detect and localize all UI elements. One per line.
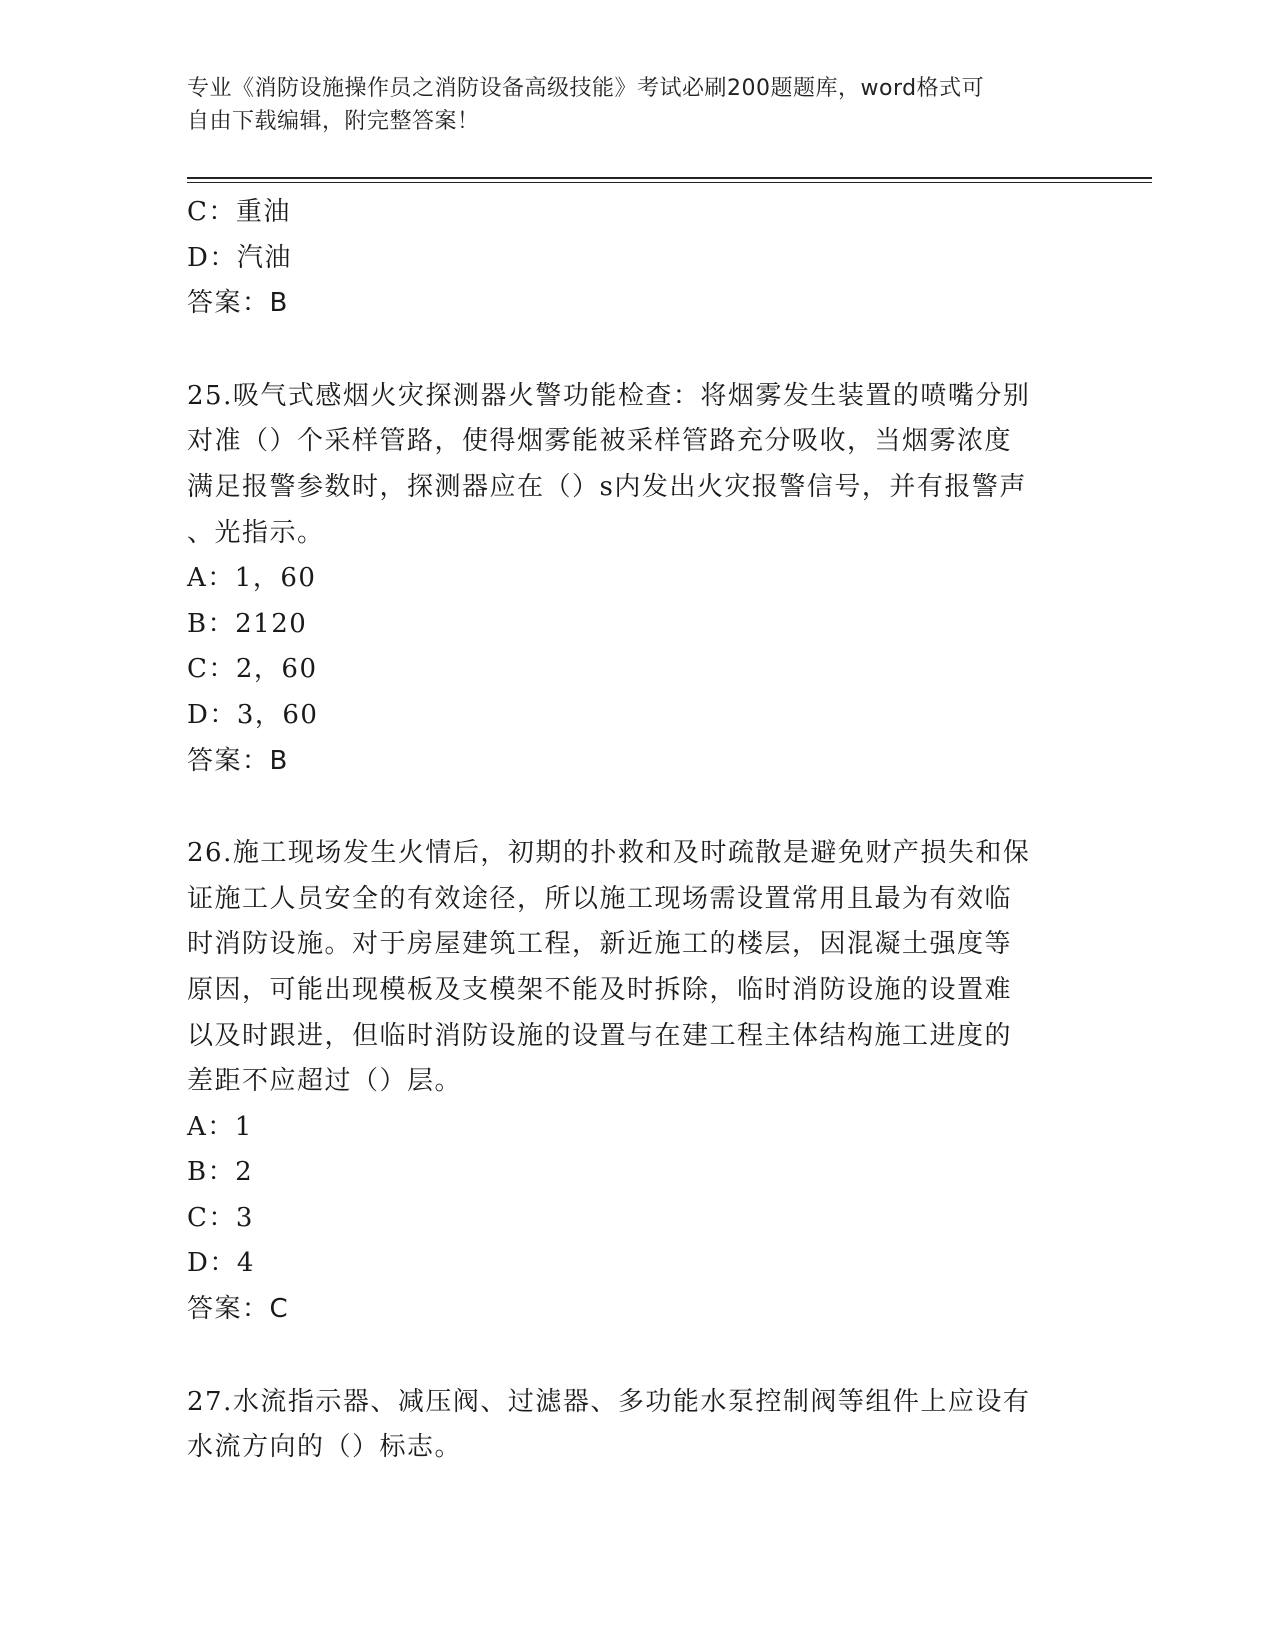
header-divider-thick [187, 177, 1152, 179]
question-text-line: 、光指示。 [187, 517, 325, 548]
question-text-line: 27.水流指示器、减压阀、过滤器、多功能水泵控制阀等组件上应设有 [187, 1386, 1031, 1417]
question-26 [187, 831, 1087, 1333]
question-text-line: 25.吸气式感烟火灾探测器火警功能检查：将烟雾发生装置的喷嘴分别 [187, 380, 1031, 411]
option-d: D：3，60 [187, 699, 319, 730]
option-a: A：1 [187, 1111, 253, 1142]
header-line-1: 专业《消防设施操作员之消防设备高级技能》考试必刷200题题库，word格式可 [187, 76, 985, 101]
header-line-2: 自由下载编辑，附完整答案！ [187, 109, 480, 134]
question-text-line: 对准（）个采样管路，使得烟雾能被采样管路充分吸收，当烟雾浓度 [187, 426, 1013, 457]
question-text-line: 水流方向的（）标志。 [187, 1432, 463, 1463]
document-body [187, 190, 1087, 1471]
option-d: D：汽油 [187, 242, 292, 273]
question-text-line: 证施工人员安全的有效途径，所以施工现场需设置常用且最为有效临 [187, 883, 1013, 914]
previous-question-tail [187, 190, 1087, 327]
question-text-line: 26.施工现场发生火情后，初期的扑救和及时疏散是避免财产损失和保 [187, 838, 1031, 869]
option-b: B：2120 [187, 608, 308, 639]
option-c: C：2，60 [187, 654, 318, 685]
option-c: C：3 [187, 1202, 254, 1233]
question-text-line: 以及时跟进，但临时消防设施的设置与在建工程主体结构施工进度的 [187, 1020, 1013, 1051]
answer-line: 答案：C [187, 1294, 290, 1325]
question-text-line: 差距不应超过（）层。 [187, 1066, 463, 1097]
answer-line: 答案：B [187, 745, 289, 776]
answer-line: 答案：B [187, 288, 289, 319]
option-c: C：重油 [187, 197, 291, 227]
question-27 [187, 1380, 1087, 1471]
question-text-line: 时消防设施。对于房屋建筑工程，新近施工的楼层，因混凝土强度等 [187, 929, 1013, 960]
header-divider-thin [187, 182, 1152, 183]
question-text-line: 原因，可能出现模板及支模架不能及时拆除，临时消防设施的设置难 [187, 974, 1013, 1005]
option-b: B：2 [187, 1157, 254, 1188]
option-a: A：1，60 [187, 563, 317, 594]
document-header [187, 72, 1067, 138]
question-text-line: 满足报警参数时，探测器应在（）s内发出火灾报警信号，并有报警声 [187, 471, 1027, 502]
option-d: D：4 [187, 1248, 255, 1279]
question-25 [187, 374, 1087, 784]
